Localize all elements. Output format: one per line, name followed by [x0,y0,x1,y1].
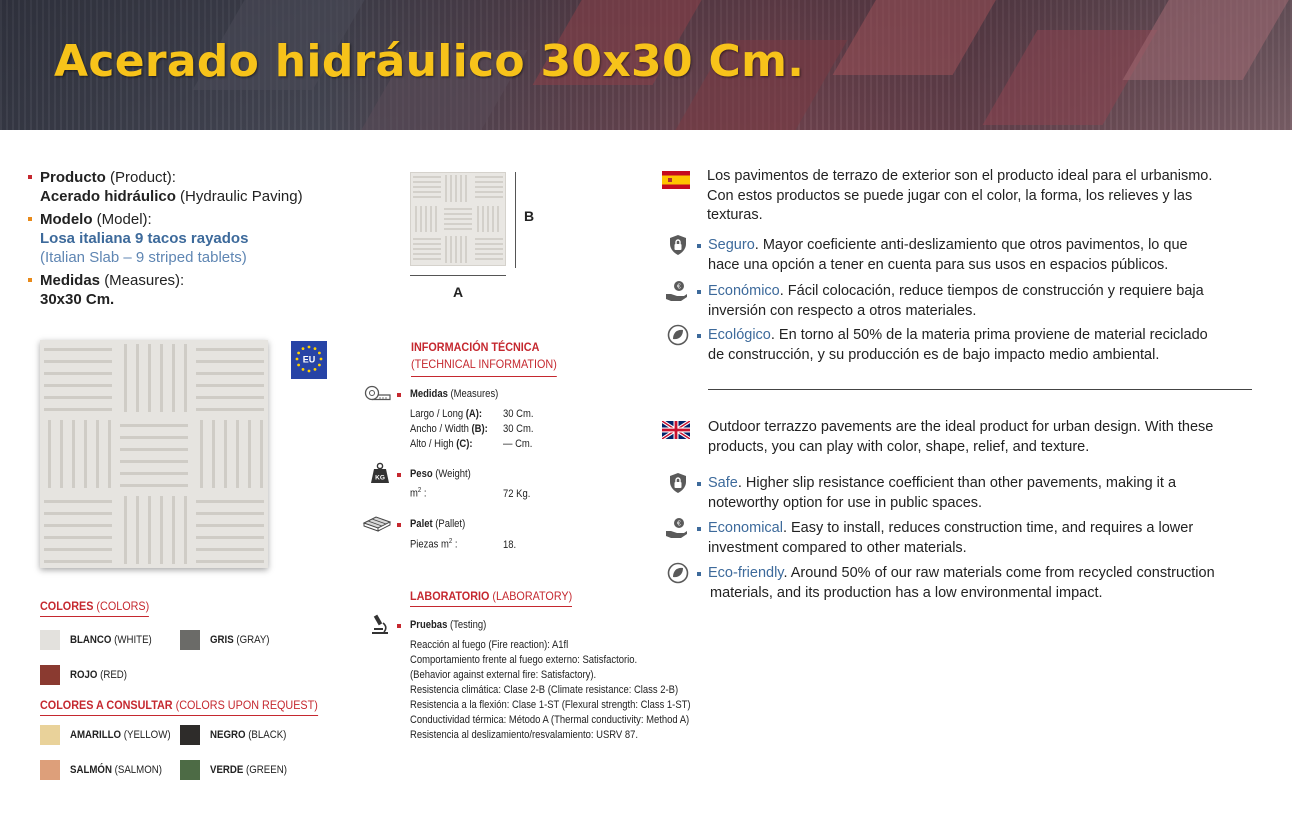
bullet [397,523,401,527]
svg-text:€: € [677,520,681,528]
colors-title-en: (COLORS) [96,599,150,613]
tech-width-value: 30 Cm. [503,423,534,435]
bullet [397,393,401,397]
tech-title-en: (TECHNICAL INFORMATION) [411,357,557,371]
dimension-line-b [515,172,516,268]
bullet [697,527,701,531]
lab-title [410,589,572,607]
product-value-en: (Hydraulic Paving) [180,188,303,205]
tech-length-value: 30 Cm. [503,408,534,420]
tech-weight-label: Peso (Weight) [410,468,471,480]
tech-weight-value: 72 Kg. [503,488,531,500]
swatch-red-label: ROJO (RED) [70,669,128,681]
paving-tile-decoration [833,0,1008,75]
measures-row [28,271,368,309]
spain-flag-icon [662,171,690,189]
bullet [397,473,401,477]
language-divider [708,389,1252,390]
swatch-white-label: BLANCO (WHITE) [70,634,152,646]
bullet [697,334,701,338]
test-line: Resistencia climática: Clase 2-B (Climate resistance: Class 2-B) [410,684,679,696]
leaf-icon [667,562,689,584]
swatch-green-label: VERDE (GREEN) [210,764,287,776]
tile-diagram [410,172,506,266]
product-label: Producto [40,169,106,186]
swatch-red [40,665,60,685]
tile-pattern-icon [411,173,505,265]
measures-value: 30x30 Cm. [40,291,115,308]
test-line: (Behavior against external fire: Satisfactory). [410,669,597,681]
tech-pallet-value: 18. [503,539,517,551]
tech-pallet-label: Palet (Pallet) [410,518,466,530]
bullet [697,244,701,248]
es-ecologic: Ecológico. En torno al 50% de la materia prima proviene de material reciclado de construcción, y su producción es de bajo impacto medio ambiental. [708,327,1208,363]
tech-height-value: — Cm. [503,438,533,450]
es-economic: Económico. Fácil colocación, reduce tiempos de construcción y requiere baja inversión con respecto a otros materiales. [708,283,1204,319]
swatch-yellow [40,725,60,745]
product-info [28,168,368,313]
bullet [397,624,401,628]
es-safe: Seguro. Mayor coeficiente anti-deslizamiento que otros pavimentos, lo que hace una opción a tener en cuenta para sus usos en espacios públicos. [708,237,1188,273]
tile-texture-icon [40,340,268,568]
es-intro: Los pavimentos de terrazo de exterior son el producto ideal para el urbanismo. Con estos productos se puede jugar con el color, la forma, los relieves y las texturas. [707,168,1213,223]
dimension-line-a [410,275,506,276]
shield-lock-icon [668,234,688,256]
en-eco: Eco-friendly. Around 50% of our raw materials come from recycled construction materials, and its production has a low environmental impact. [708,565,1215,601]
hand-coin-icon [665,517,689,539]
tile-photo [40,340,268,568]
colors-request-title-en: (COLORS UPON REQUEST) [175,698,318,712]
bullet [697,572,701,576]
tech-height: Alto / High (C): [410,438,473,450]
test-line: Resistencia a la flexión: Clase 1-ST (Flexural strength: Class 1-ST) [410,699,691,711]
uk-flag-icon [662,421,690,439]
hand-coin-icon [665,280,689,302]
measures-label-en: (Measures): [104,272,185,289]
microscope-icon [369,613,391,635]
colors-title-es: COLORES [40,599,94,613]
model-value: Losa italiana 9 tacos rayados [40,230,249,247]
product-value: Acerado hidráulico [40,188,176,205]
model-value-en: (Italian Slab – 9 striped tablets) [40,249,247,266]
swatch-black [180,725,200,745]
tech-pallet-key: Piezas $m^2$ : [410,538,458,551]
test-line: Resistencia al deslizamiento/resvalamiento: USRV 87. [410,729,639,741]
swatch-black-label: NEGRO (BLACK) [210,729,287,741]
lab-title-en: (LABORATORY) [492,589,573,603]
leaf-icon [667,324,689,346]
swatch-white [40,630,60,650]
test-line: Conductividad térmica: Método A (Thermal conductivity: Method A) [410,714,690,726]
test-line: Reacción al fuego (Fire reaction): A1fl [410,639,569,651]
lab-title-es: LABORATORIO [410,589,490,603]
pallet-icon [362,514,392,534]
dimension-label-b: B [524,208,535,224]
tech-measures-label: Medidas (Measures) [410,388,499,400]
swatch-yellow-label: AMARILLO (YELLOW) [70,729,171,741]
model-label: Modelo [40,211,93,228]
eu-badge-icon [291,341,327,379]
tech-length: Largo / Long (A): [410,408,483,420]
swatch-gray [180,630,200,650]
en-economical: Economical. Easy to install, reduces construction time, and requires a lower investment compared to other materials. [708,520,1194,556]
dimension-label-a: A [453,284,464,300]
product-row [28,168,368,206]
en-intro: Outdoor terrazzo pavements are the ideal product for urban design. With these products, you can play with color, shape, relief, and texture. [708,419,1214,455]
shield-lock-icon [668,472,688,494]
hero-banner [0,0,1292,130]
colors-request-title [40,698,318,716]
svg-text:KG: KG [375,474,385,482]
bullet [697,290,701,294]
model-row [28,210,368,267]
tech-weight-key: $m^2$ : [410,487,427,500]
weight-icon [370,462,390,484]
model-label-en: (Model): [96,211,152,228]
tape-measure-icon [364,385,392,401]
svg-text:EU: EU [302,354,316,365]
tech-title [411,339,557,377]
tech-title-es: INFORMACIÓN TÉCNICA [411,340,540,354]
paving-tile-decoration [1123,0,1292,80]
swatch-gray-label: GRIS (GRAY) [210,634,270,646]
measures-label: Medidas [40,272,101,289]
product-label-en: (Product): [110,169,176,186]
page-title: Acerado hidráulico 30x30 Cm. [54,36,805,87]
swatch-salmon [40,760,60,780]
svg-text:€: € [677,283,681,291]
bullet [697,482,701,486]
tech-testing-label: Pruebas (Testing) [410,619,487,631]
test-line: Comportamiento frente al fuego externo: Satisfactorio. [410,654,638,666]
colors-title [40,599,149,617]
swatch-green [180,760,200,780]
colors-request-title-es: COLORES A CONSULTAR [40,698,173,712]
swatch-salmon-label: SALMÓN (SALMON) [70,764,162,776]
en-safe: Safe. Higher slip resistance coefficient than other pavements, making it a noteworthy option for use in public spaces. [708,475,1177,511]
tech-width: Ancho / Width (B): [410,423,488,435]
